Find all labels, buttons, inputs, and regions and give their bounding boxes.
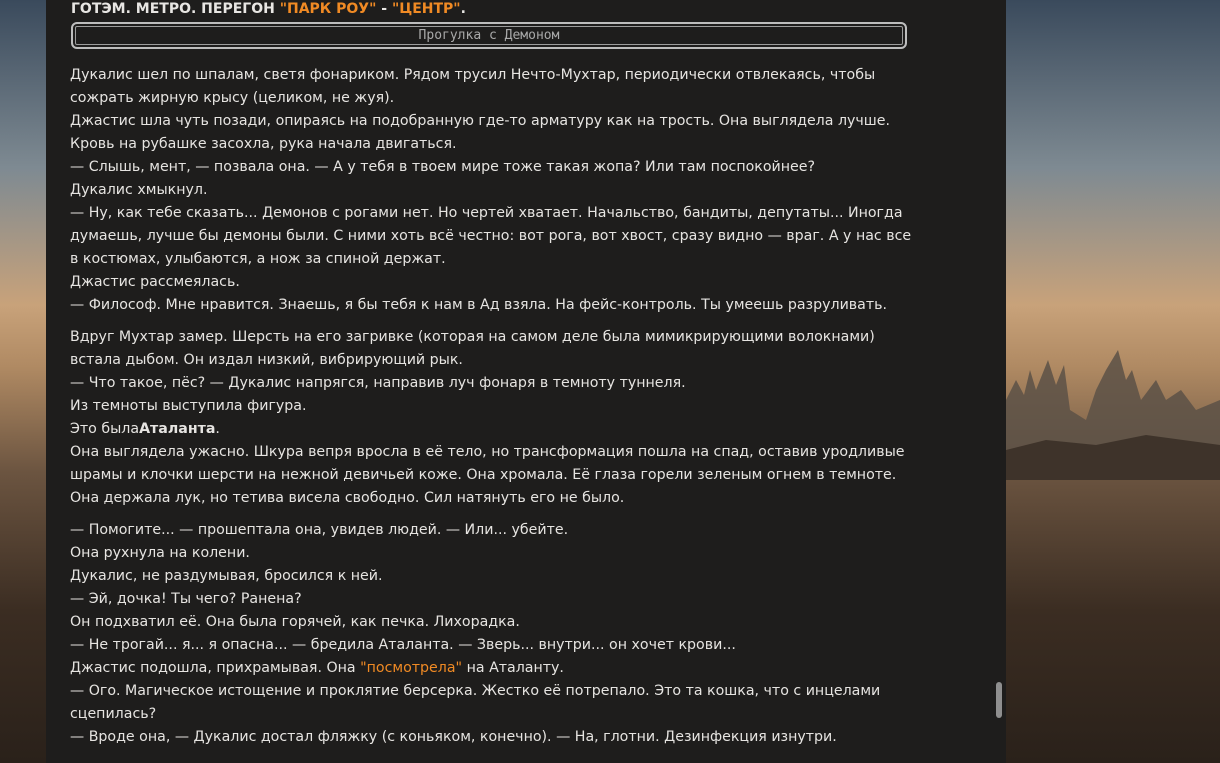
story-paragraph: — Не трогай... я... я опасна... — бредила Аталанта. — Зверь... внутри... он хочет крови... <box>70 637 736 653</box>
story-paragraph: Дукалис хмыкнул. <box>70 182 208 198</box>
background-rock-formations <box>1006 340 1220 480</box>
atalanta-suffix: . <box>215 421 220 437</box>
story-paragraph: Дукалис, не раздумывая, бросился к ней. <box>70 568 383 584</box>
story-paragraph: — Эй, дочка! Ты чего? Ранена? <box>70 591 302 607</box>
chapter-title: Прогулка с Демоном <box>418 28 560 43</box>
location-suffix: . <box>460 1 466 17</box>
chapter-title-box <box>71 22 907 49</box>
story-paragraph: Вдруг Мухтар замер. Шерсть на его загривке (которая на самом деле была мимикрирующими волокнами) встала дыбом. Он издал низкий, вибрирующий рык. <box>70 329 875 368</box>
story-paragraph-atalanta <box>70 418 920 441</box>
story-paragraph: Она рухнула на колени. <box>70 545 250 561</box>
look-action: "посмотрела" <box>360 660 463 676</box>
station-center: "ЦЕНТР" <box>391 1 461 17</box>
scrollbar-thumb[interactable] <box>996 682 1002 718</box>
story-paragraph: Он подхватил её. Она была горячей, как печка. Лихорадка. <box>70 614 520 630</box>
story-paragraph: Она выглядела ужасно. Шкура вепря вросла в её тело, но трансформация пошла на спад, оставив уродливые шрамы и клочки шерсти на нежной девичьей коже. Она хромала. Её глаза горели зеленым огнем в темноте. Она держала лук, но тетива висела свободно. Сил натянуть его не было. <box>70 444 905 506</box>
paragraph-gap <box>70 317 920 326</box>
location-header <box>71 0 951 18</box>
atalanta-name: Аталанта <box>139 421 216 437</box>
story-paragraph: — Философ. Мне нравится. Знаешь, я бы тебя к нам в Ад взяла. На фейс-контроль. Ты умеешь разруливать. <box>70 297 887 313</box>
story-paragraph: Из темноты выступила фигура. <box>70 398 307 414</box>
background-landscape-left <box>0 0 46 763</box>
story-paragraph: — Ну, как тебе сказать... Демонов с рогами нет. Но чертей хватает. Начальство, бандиты, депутаты... Иногда думаешь, лучше бы демоны были. С ними хоть всё честно: вот рога, вот хвост, сразу видно — враг. А у нас все в костюмах, улыбаются, а нож за спиной держат. <box>70 205 912 267</box>
look-prefix: Джастис подошла, прихрамывая. Она <box>70 660 361 676</box>
station-park-row: "ПАРК РОУ" <box>279 1 377 17</box>
paragraph-gap <box>70 510 920 519</box>
look-suffix: на Аталанту. <box>462 660 564 676</box>
story-paragraph: — Помогите... — прошептала она, увидев людей. — Или... убейте. <box>70 522 569 538</box>
story-paragraph: — Что такое, пёс? — Дукалис напрягся, направив луч фонаря в темноту туннеля. <box>70 375 686 391</box>
story-paragraph: — Слышь, мент, — позвала она. — А у тебя в твоем мире тоже такая жопа? Или там поспокойнее? <box>70 159 816 175</box>
story-text <box>70 64 920 749</box>
story-paragraph: Джастис рассмеялась. <box>70 274 240 290</box>
story-paragraph: — Ого. Магическое истощение и проклятие берсерка. Жестко её потрепало. Это та кошка, что с инцелами сцепилась? <box>70 683 881 722</box>
story-paragraph-look <box>70 657 920 680</box>
story-paragraph: Джастис шла чуть позади, опираясь на подобранную где-то арматуру как на трость. Она выглядела лучше. Кровь на рубашке засохла, рука начала двигаться. <box>70 113 891 152</box>
atalanta-prefix: Это была <box>70 421 140 437</box>
location-separator: - <box>376 1 392 17</box>
story-paragraph: — Вроде она, — Дукалис достал фляжку (с коньяком, конечно). — На, глотни. Дезинфекция изнутри. <box>70 729 837 745</box>
story-paragraph: Дукалис шел по шпалам, светя фонариком. Рядом трусил Нечто-Мухтар, периодически отвлекаясь, чтобы сожрать жирную крысу (целиком, не жуя). <box>70 67 876 106</box>
location-prefix: ГОТЭМ. МЕТРО. ПЕРЕГОН <box>71 1 280 17</box>
